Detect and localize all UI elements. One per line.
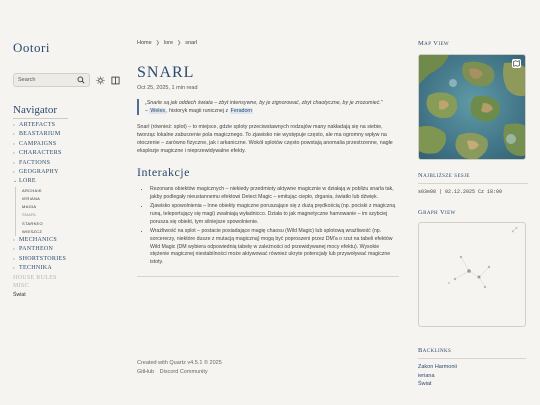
nav-item-campaigns[interactable] bbox=[13, 140, 123, 149]
quote-attribution bbox=[145, 107, 399, 115]
nav-item-house-rules[interactable]: HOUSE RULES bbox=[13, 274, 57, 281]
graph-canvas bbox=[419, 223, 525, 326]
link-feradorn[interactable]: Feradorn bbox=[230, 108, 253, 114]
backlinks-title: Backlinks bbox=[418, 347, 452, 354]
nav-item-swiat[interactable]: Świat bbox=[13, 291, 26, 298]
chevron-icon: ❯ bbox=[177, 40, 182, 46]
nav-item-label: FACTIONS bbox=[19, 159, 51, 166]
sun-icon[interactable] bbox=[95, 75, 105, 85]
footer-links bbox=[137, 368, 222, 377]
nav-subitem-magia[interactable]: magia bbox=[22, 204, 37, 211]
nav-item-label: TECHNIKA bbox=[19, 265, 53, 272]
epigraph-quote bbox=[137, 99, 399, 115]
nav-item-label: BEASTARIUM bbox=[19, 131, 61, 138]
breadcrumb bbox=[137, 40, 399, 46]
navigator-tree bbox=[13, 121, 123, 299]
nav-item-misc[interactable]: MISC bbox=[13, 283, 29, 290]
nav-item-mechanics[interactable] bbox=[13, 236, 123, 245]
expand-icon[interactable]: ⤢ bbox=[512, 227, 518, 234]
article-intro: Snarl (również: splot) – to miejsce, gdzie sploty przeciwstawnych rodzajów many nakładają się na siebie, tworząc lokalne zaburzenie pola magicznego. To zjawisko nie występuje często, ale ma ogromny wpływ na otoczenie – zarówno fizyczne, jak i arkaniczne. Wokół splotów często powstają anomalia przestrzenne, nagłe eksplozje magiczne i nieprzewidywalne efekty. bbox=[137, 124, 393, 154]
graph-node bbox=[488, 266, 490, 268]
nav-subitem-wieszcz[interactable]: wieszcz bbox=[22, 228, 43, 235]
footer bbox=[137, 359, 222, 376]
graph-view-title: Graph View bbox=[418, 209, 456, 216]
chevron-icon: › bbox=[13, 170, 15, 176]
nav-item-shortstories[interactable] bbox=[13, 255, 123, 264]
chevron-icon: › bbox=[13, 247, 15, 253]
list-item: • Wrażliwość na splot – postacie posiadające magię chaosu (Wild Magic) lub splotową wrażliwość (np. sorcererzy, niektóre dusze z mutacją magiczną) mogą być poproszeni przez DM'a o rzut na tabeli efektów Wild Magic (DM wybiera odpowiednią tabelę w zależności od przewidywanej mocy efektu). Wysokie stężenie magicznej niestabilności może aktywować również ukryte potencjały lub przywoływać magiczne istoty. bbox=[150, 228, 399, 267]
main-content bbox=[137, 40, 399, 277]
section-heading: Interakcje bbox=[137, 165, 190, 179]
content-divider bbox=[137, 276, 399, 277]
backlink-item[interactable]: Zakon Harmonii bbox=[418, 364, 457, 370]
nav-item-label: CAMPAIGNS bbox=[19, 140, 57, 147]
nav-item-artefacts[interactable] bbox=[13, 121, 123, 130]
graph-node bbox=[454, 278, 456, 280]
footer-created: Created with Quartz v4.5.1 © 2025 bbox=[137, 360, 222, 366]
nav-item-label: GEOGRAPHY bbox=[19, 169, 59, 176]
navigator-title: Navigator bbox=[13, 104, 68, 119]
nav-item-geography[interactable] bbox=[13, 168, 123, 177]
nav-subitem-archaik[interactable]: archaik bbox=[22, 187, 42, 194]
backlink-item[interactable]: ieriana bbox=[418, 372, 435, 379]
article-meta: Oct 25, 2025, 1 min read bbox=[137, 85, 198, 91]
breadcrumb-current: snarl bbox=[185, 40, 198, 46]
left-sidebar bbox=[13, 40, 123, 299]
graph-view[interactable] bbox=[418, 222, 526, 327]
chevron-icon: › bbox=[13, 266, 15, 272]
search-icon bbox=[77, 76, 85, 84]
graph-node bbox=[484, 286, 486, 288]
map-image bbox=[419, 55, 526, 160]
backlink-item[interactable]: Świat bbox=[418, 381, 432, 387]
quote-dash: – bbox=[145, 108, 150, 114]
nav-item-label: CHARACTERS bbox=[19, 150, 62, 157]
right-sidebar bbox=[418, 40, 528, 387]
chevron-icon: › bbox=[13, 160, 15, 166]
breadcrumb-home[interactable]: Home bbox=[137, 40, 152, 46]
backlinks-list bbox=[418, 363, 526, 389]
link-weles[interactable]: Weles bbox=[150, 108, 166, 114]
nav-subitem-starkeo[interactable]: starkeo bbox=[22, 220, 43, 227]
interactions-list bbox=[137, 186, 399, 267]
nav-item-label: ARTEFACTS bbox=[19, 122, 56, 128]
nav-item-lore[interactable] bbox=[13, 177, 123, 236]
chevron-icon: › bbox=[13, 256, 15, 262]
world-map[interactable] bbox=[418, 54, 526, 160]
graph-node bbox=[478, 276, 481, 279]
lore-children bbox=[15, 187, 123, 236]
list-item: • Zjawisko spowolnienia – Inne obiekty magiczne poruszające się z dużą prędkością (np. pociski z magiczną runą, teleportujący się magi) zwalniają wyładnicco. Działa to jak magnetyczne hamowanie – im szybciej porusza się obiekt, tym silniejsze spowolnienie. bbox=[150, 203, 399, 226]
search-row bbox=[13, 73, 123, 87]
graph-node bbox=[448, 282, 450, 284]
nav-item-beastarium[interactable] bbox=[13, 130, 123, 139]
nav-item-pantheon[interactable] bbox=[13, 245, 123, 254]
book-icon[interactable] bbox=[110, 75, 120, 85]
backlinks-divider bbox=[418, 358, 526, 359]
chevron-icon: › bbox=[13, 151, 15, 157]
chevron-icon: ❯ bbox=[155, 40, 160, 46]
chevron-icon: › bbox=[13, 141, 15, 147]
breadcrumb-lore[interactable]: lore bbox=[163, 40, 174, 46]
nav-item-label: LORE bbox=[19, 178, 36, 185]
site-brand[interactable]: Ootori bbox=[13, 40, 50, 55]
map-view-title: Map View bbox=[418, 40, 450, 47]
search-placeholder: Search bbox=[18, 77, 36, 83]
chevron-down-icon: ⌄ bbox=[13, 179, 18, 185]
graph-node bbox=[467, 269, 471, 273]
chevron-icon: › bbox=[13, 123, 15, 128]
chevron-icon: › bbox=[13, 132, 15, 138]
nav-item-characters[interactable] bbox=[13, 149, 123, 158]
page-title: SNARL bbox=[137, 64, 195, 81]
nav-item-label: SHORTSTORIES bbox=[19, 255, 67, 262]
list-item: • Rezonans obiektów magicznych – niekiedy przedmioty aktywne magicznie w działają w pobliżu snarla tak, jakby podlegały nieustannemu efektowi Detect Magic – emitując ciepło, drgania, światło lub dźwięk. bbox=[150, 186, 399, 202]
footer-link-github[interactable]: GitHub bbox=[137, 368, 155, 375]
graph-node bbox=[460, 256, 462, 258]
nav-item-technika[interactable] bbox=[13, 264, 123, 273]
backlinks-section bbox=[418, 347, 526, 389]
quote-text: „Snarle są jak oddech świata – zbyt intensywne, by je zignorować, zbyt chaotyczne, by je zrozumieć.” bbox=[145, 100, 383, 106]
quote-attr-text: , historyk magii runicznej z bbox=[166, 108, 230, 114]
map-icon[interactable] bbox=[512, 59, 521, 68]
nav-subitem-ieriana[interactable]: ieriana bbox=[22, 196, 41, 203]
search-input[interactable] bbox=[13, 73, 90, 87]
footer-link-discord[interactable]: Discord Community bbox=[159, 368, 208, 375]
nav-item-label: MECHANICS bbox=[19, 237, 58, 244]
chevron-icon: › bbox=[13, 238, 15, 244]
next-session: s03e08 | 02.12.2025 Cz 18:00 bbox=[418, 183, 528, 195]
nav-item-label: PANTHEON bbox=[19, 246, 54, 253]
sessions-title: Najbliższe sesje bbox=[418, 172, 470, 179]
nav-subitem-snarl[interactable]: snarl bbox=[22, 212, 37, 219]
nav-item-factions[interactable] bbox=[13, 159, 123, 168]
